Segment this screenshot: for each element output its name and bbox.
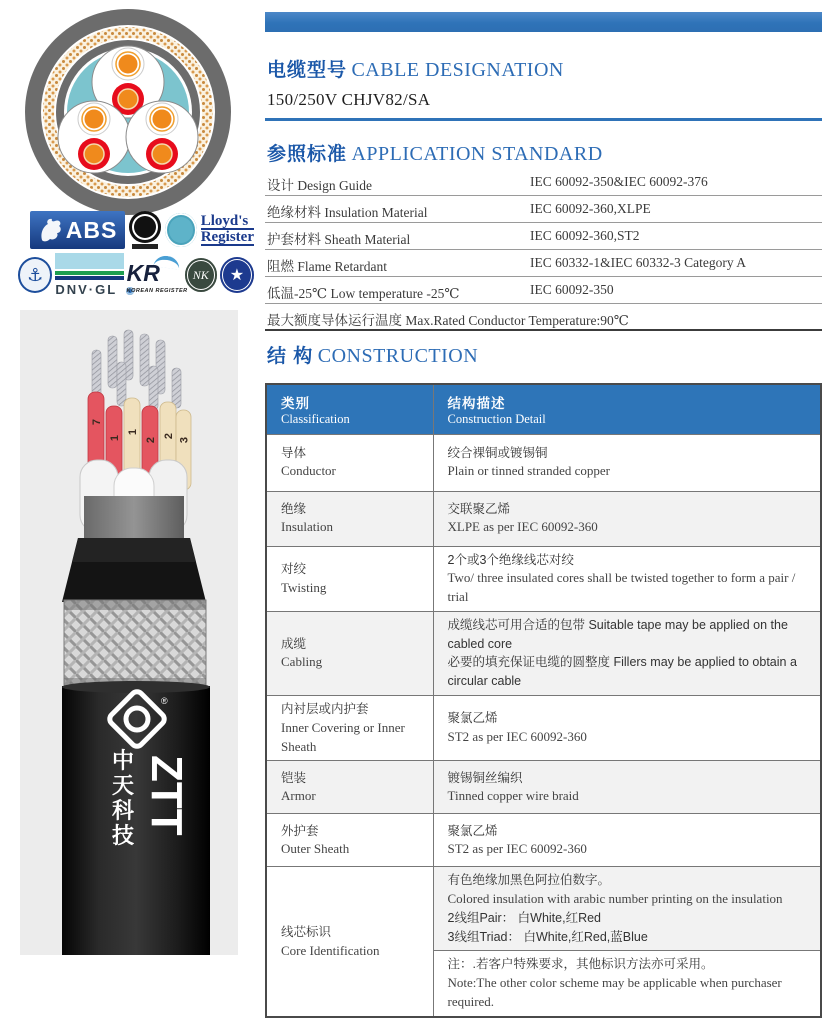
abs-logo <box>30 211 125 249</box>
core-id-line: 3线组Triad： 白White,红Red,蓝Blue <box>447 929 648 944</box>
table-row-conductor <box>266 434 821 491</box>
designation-title-zh: 电缆型号 <box>267 60 348 81</box>
abs-logo-text: ABS <box>65 216 118 243</box>
row-label-en: Conductor <box>281 463 336 479</box>
pair-right <box>126 101 198 173</box>
core-id-line: Colored insulation with arabic number printing on the insulation <box>447 891 783 907</box>
construction-table <box>265 383 822 1018</box>
logos-row-1 <box>30 211 254 249</box>
core-id-line: 2线组Pair： 白White,红Red <box>447 910 602 925</box>
nk-monogram: NK <box>192 267 209 282</box>
core-number: 3 <box>178 436 191 444</box>
standard-row <box>265 196 822 223</box>
row-detail-line2: Tinned copper wire braid <box>447 788 579 804</box>
dnv-logo-text: DNV·GL <box>55 282 118 297</box>
header-classification-zh: 类别 <box>281 395 310 411</box>
brand-zh-char: 技 <box>111 823 135 848</box>
dnv-bar-lightblue <box>55 253 123 269</box>
row-label-zh: 导体 <box>281 445 307 460</box>
row-detail-line2: Plain or tinned stranded copper <box>447 463 610 479</box>
header-detail <box>433 384 821 434</box>
row-detail-line1: 聚氯乙烯 <box>447 711 498 726</box>
classnk-logo <box>185 258 217 292</box>
core-number: 1 <box>109 434 121 442</box>
row-label-en: Twisting <box>281 579 327 595</box>
dnv-gl-logo <box>55 253 123 297</box>
lloyds-line1: Lloyd's <box>201 214 254 230</box>
standard-label: 绝缘材料 Insulation Material <box>267 205 428 220</box>
core-id-note-en: Note:The other color scheme may be applicable when purchaser required. <box>447 975 782 1010</box>
core-id-line: 有色绝缘加黑色阿拉伯数字。 <box>447 873 611 888</box>
row-detail-line2: ST2 as per IEC 60092-360 <box>447 841 587 857</box>
bureau-veritas-logo <box>129 211 161 249</box>
row-label-en: Cabling <box>281 654 323 670</box>
section-title-standard <box>267 139 603 166</box>
logos-row-2 <box>18 253 254 297</box>
standard-row <box>265 250 822 277</box>
row-label-en: Insulation <box>281 519 333 535</box>
section-title-designation <box>267 55 564 82</box>
armor-braid-band <box>64 600 206 688</box>
ztt-brand-text: ZTT <box>142 755 191 836</box>
construction-title-zh: 结 构 <box>267 346 314 367</box>
kr-logo-subtext: KOREAN REGISTER <box>126 288 188 294</box>
standard-value: IEC 60092-350 <box>530 282 614 297</box>
row-label-zh: 绝缘 <box>281 501 307 516</box>
kr-logo-text: KR <box>126 260 160 286</box>
korean-register-logo <box>126 256 188 294</box>
designation-title-en: CABLE DESIGNATION <box>351 59 564 81</box>
header-detail-zh: 结构描述 <box>447 395 506 411</box>
row-detail-line1: 成缆线芯可用合适的包带 Suitable tape may be applied on the cabled core <box>447 617 788 651</box>
row-label-en: Armor <box>281 788 316 804</box>
row-detail-line2: ST2 as per IEC 60092-360 <box>447 729 587 745</box>
standard-row <box>265 277 822 304</box>
row-detail-line2: Two/ three insulated cores shall be twisted together to form a pair / trial <box>447 570 796 605</box>
standard-row <box>265 304 822 331</box>
standard-row <box>265 169 822 196</box>
row-label-en: Core Identification <box>281 942 380 958</box>
header-detail-en: Construction Detail <box>447 411 546 426</box>
abs-eagle-icon <box>38 216 64 244</box>
standard-label: 最大额度导体运行温度 Max.Rated Conductor Temperature:90℃ <box>267 313 629 328</box>
construction-header-row <box>266 384 821 434</box>
standard-label: 设计 Design Guide <box>267 178 372 193</box>
cable-photo-drawing <box>20 310 238 955</box>
cable-model: 150/250V CHJV82/SA <box>267 90 431 109</box>
standard-title-zh: 参照标准 <box>267 144 348 165</box>
row-label-en: Outer Sheath <box>281 841 350 857</box>
core-number: 1 <box>127 428 139 436</box>
brand-zh-char: 科 <box>111 798 135 823</box>
ccs-logo-icon <box>165 213 197 247</box>
row-label-zh: 对绞 <box>281 561 307 576</box>
bureau-veritas-seal-icon <box>129 211 161 243</box>
anchor-icon: ⚓ <box>27 264 44 285</box>
dnv-bar-navy <box>55 276 123 280</box>
lloyds-register-logo <box>201 214 254 247</box>
row-detail-line1: 交联聚乙烯 <box>447 501 511 516</box>
table-row-cabling <box>266 611 821 695</box>
row-label-zh: 成缆 <box>281 636 307 651</box>
rs-logo <box>220 257 254 293</box>
brand-zh-char: 天 <box>111 773 135 798</box>
standard-label: 低温-25℃ Low temperature -25℃ <box>267 286 460 301</box>
star-icon: ★ <box>229 267 245 284</box>
row-label-zh: 线芯标识 <box>281 924 332 939</box>
spec-content <box>265 0 822 1010</box>
row-detail-line1: 聚氯乙烯 <box>447 823 498 838</box>
row-label-en: Inner Covering or Inner Sheath <box>281 719 405 754</box>
header-classification <box>266 384 433 434</box>
standard-label: 阻燃 Flame Retardant <box>267 259 387 274</box>
core-number: 2 <box>145 436 157 444</box>
row-detail-line1: 2个或3个绝缘线芯对绞 <box>447 552 574 567</box>
brand-zh-char: 中 <box>111 748 135 773</box>
registered-mark: ® <box>161 696 168 706</box>
row-label-zh: 铠装 <box>281 770 307 785</box>
construction-title-en: CONSTRUCTION <box>317 345 479 367</box>
standard-value: IEC 60332-1&IEC 60332-3 Category A <box>530 255 746 270</box>
table-row-inner-sheath <box>266 695 821 760</box>
top-accent-bar <box>265 12 822 32</box>
standard-value: IEC 60092-360,ST2 <box>530 228 640 243</box>
standard-label: 护套材料 Sheath Material <box>267 232 411 247</box>
standard-row <box>265 223 822 250</box>
cable-cross-section-diagram <box>24 8 232 216</box>
row-detail-line2: 必要的填充保证电缆的圆整度 Fillers may be applied to obtain a circular cable <box>447 655 797 689</box>
header-classification-en: Classification <box>281 411 350 426</box>
core-number: 7 <box>91 418 103 426</box>
standard-value: IEC 60092-350&IEC 60092-376 <box>530 174 708 189</box>
dnv-bar-green <box>55 271 123 275</box>
stranded-conductor-tips <box>92 330 181 410</box>
table-row-insulation <box>266 491 821 546</box>
core-id-note-zh: 注：.若客户特殊要求，其他标识方法亦可采用。 <box>447 957 714 972</box>
classification-seal-icon <box>18 257 52 293</box>
table-row-armor <box>266 761 821 814</box>
table-row-twisting <box>266 546 821 611</box>
row-detail-line1: 绞合裸铜或镀锡铜 <box>447 445 548 460</box>
certification-logos <box>18 211 254 297</box>
row-detail-line2: XLPE as per IEC 60092-360 <box>447 519 598 535</box>
row-label-zh: 内衬层或内护套 <box>281 701 369 716</box>
row-label-zh: 外护套 <box>281 823 319 838</box>
inner-covering-texture <box>84 496 184 538</box>
lloyds-line2: Register <box>200 229 254 245</box>
section-divider <box>265 118 822 121</box>
table-row-outer-sheath <box>266 814 821 867</box>
cable-photo <box>20 310 238 955</box>
table-row-core-identification <box>266 867 821 951</box>
section-title-construction <box>267 341 478 368</box>
row-detail-line1: 镀锡铜丝编织 <box>447 770 523 785</box>
core-number: 2 <box>163 432 175 440</box>
standard-value: IEC 60092-360,XLPE <box>530 201 651 216</box>
standard-title-en: APPLICATION STANDARD <box>351 143 603 165</box>
bureau-veritas-text-bars <box>132 244 158 249</box>
pair-left <box>58 101 130 173</box>
